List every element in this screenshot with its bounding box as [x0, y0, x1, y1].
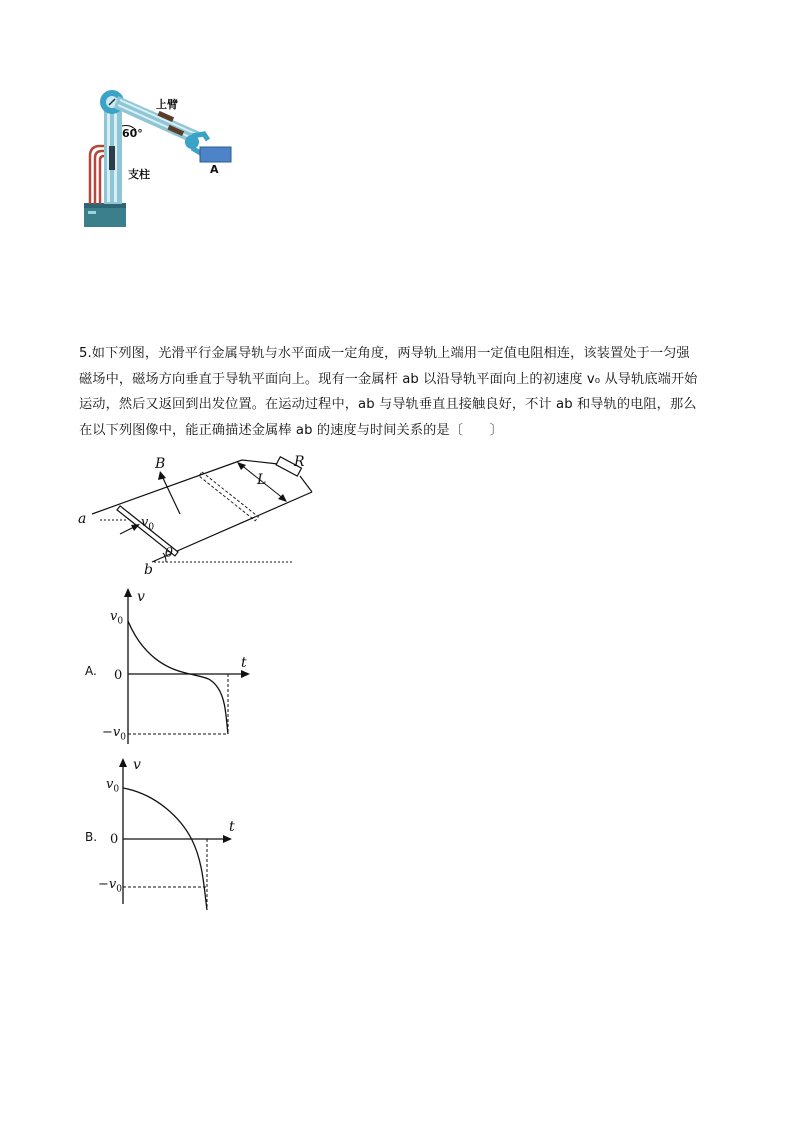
option-a-axis-t: t: [241, 655, 247, 671]
option-a-tick-neg-v0: $-v_0$: [102, 725, 126, 743]
label-resistor: R: [294, 454, 305, 470]
label-rod-end-b: b: [144, 562, 153, 578]
option-a-tick-v0: $v_0$: [110, 609, 124, 627]
option-a-axis-v: v: [137, 589, 145, 605]
label-theta: θ: [165, 546, 173, 561]
label-rod-end-a: a: [78, 511, 87, 527]
option-b-tick-zero: 0: [110, 832, 119, 847]
option-b-curve: [123, 788, 207, 910]
option-b-tick-v0: $v_0$: [106, 777, 120, 795]
question-line: 5.如下列图，光滑平行金属导轨与水平面成一定角度，两导轨上端用一定值电阻相连，该装置处于一匀强: [79, 346, 690, 361]
option-a-letter[interactable]: A.: [85, 664, 97, 678]
option-b-graph[interactable]: [106, 758, 246, 914]
label-length: L: [257, 472, 267, 488]
label-pillar: 支柱: [128, 168, 150, 181]
rail-figure: [74, 452, 324, 582]
option-a-graph[interactable]: [110, 588, 260, 748]
option-b-letter[interactable]: B.: [85, 830, 98, 844]
question-line: 磁场中，磁场方向垂直于导轨平面向上。现有一金属杆 ab 以沿导轨平面向上的初速度 v₀ 从导轨底端开始: [79, 371, 698, 387]
option-b-tick-neg-v0: $-v_0$: [98, 877, 122, 895]
block-a: [200, 147, 231, 162]
option-a-tick-zero: 0: [114, 668, 123, 683]
question-line: 在以下列图像中，能正确描述金属棒 ab 的速度与时间关系的是〔 〕: [79, 422, 503, 438]
question-text: [79, 341, 719, 443]
label-point-a: A: [210, 163, 219, 176]
dashed-rod: [199, 472, 258, 521]
option-b-axis-t: t: [229, 819, 235, 835]
question-line: 运动，然后又返回到出发位置。在运动过程中，ab 与导轨垂直且接触良好，不计 ab 和导轨的电阻，那么: [79, 397, 697, 412]
label-angle: 60°: [122, 127, 143, 140]
label-upper-arm: 上臂: [156, 98, 178, 111]
option-b-axis-v: v: [133, 757, 141, 773]
option-a-curve: [128, 621, 228, 734]
label-b-field: B: [155, 456, 166, 472]
label-v0: $v_0$: [141, 515, 155, 533]
